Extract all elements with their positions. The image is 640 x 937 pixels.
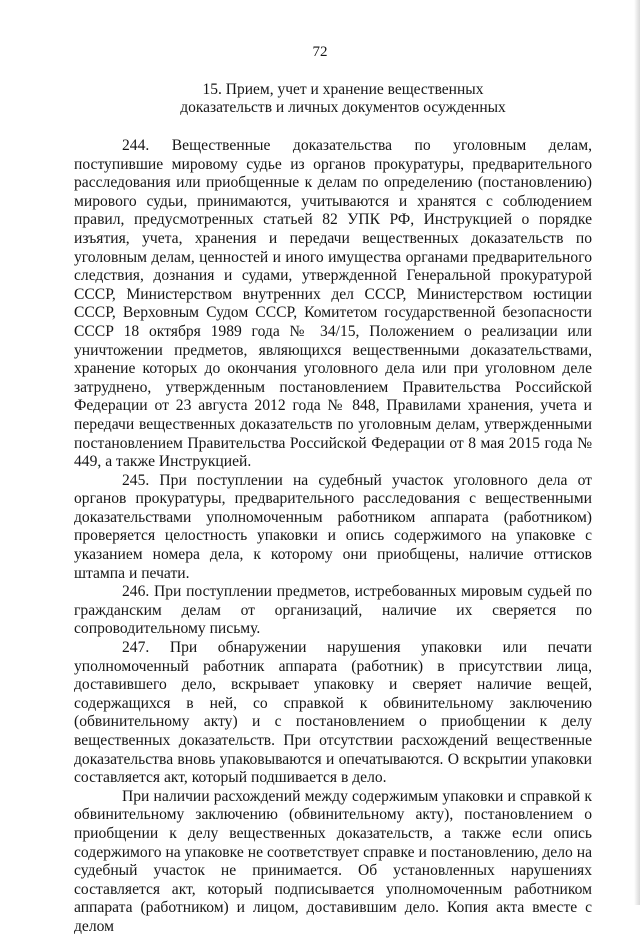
- paragraph-247: 247. При обнаружении нарушения упаковки или печати уполномоченный работник аппарата (работник) в присутствии лица, доставившего дело, вскрывает упаковку и сверяет наличие вещей, содержащихся в ней, со справкой к обвинительному заключению (обвинительному акту) и с постановлением о приобщении к делу вещественных доказательств. При отсутствии расхождений вещественные доказательства вновь упаковываются и опечатываются. О вскрытии упаковки составляется акт, который подшивается в дело.: [74, 639, 592, 787]
- page-number: 72: [312, 44, 328, 60]
- body-text: [74, 137, 592, 937]
- page-edge-shadow: [634, 0, 640, 905]
- section-title-line-1: 15. Прием, учет и хранение вещественных: [202, 81, 484, 98]
- paragraph-245: 245. При поступлении на судебный участок уголовного дела от органов прокуратуры, предварительного расследования с вещественными доказательствами уполномоченным работником аппарата (работником) проверяется целостность упаковки и опись содержимого на упаковке с указанием номера дела, к которому они приобщены, наличие оттисков штампа и печати.: [74, 471, 592, 582]
- section-title-line-2: доказательств и личных документов осужденных: [180, 99, 506, 116]
- section-title: [94, 81, 592, 117]
- paragraph-247-continued: При наличии расхождений между содержимым упаковки и справкой к обвинительному заключению (обвинительному акту), постановлением о приобщении к делу вещественных доказательств, а также если опись содержимого на упаковке не соответствует справке и постановлению, дело на судебный участок не принимается. Об установленных нарушениях составляется акт, который подписывается уполномоченным работником аппарата (работником) и лицом, доставившим дело. Копия акта вместе с делом: [74, 787, 592, 935]
- paragraph-244: 244. Вещественные доказательства по уголовным делам, поступившие мировому судье из органов прокуратуры, предварительного расследования или приобщенные к делам по определению (постановлению) мирового судьи, принимаются, учитываются и хранятся с соблюдением правил, предусмотренных статьей 82 УПК РФ, Инструкцией о порядке изъятия, учета, хранения и передачи вещественных доказательств по уголовным делам, ценностей и иного имущества органами предварительного следствия, дознания и судами, утвержденной Генеральной прокуратурой СССР, Министерством внутренних дел СССР, Министерством юстиции СССР, Верховным Судом СССР, Комитетом государственной безопасности СССР 18 октября 1989 года № 34/15, Положением о реализации или уничтожении предметов, являющихся вещественными доказательствами, хранение которых до окончания уголовного дела или при уголовном деле затруднено, утвержденным постановлением Правительства Российской Федерации от 23 августа 2012 года № 848, Правилами хранения, учета и передачи вещественных доказательств по уголовным делам, утвержденными постановлением Правительства Российской Федерации от 8 мая 2015 года № 449, а также Инструкцией.: [74, 137, 592, 471]
- paragraph-246: 246. При поступлении предметов, истребованных мировым судьей по гражданским делам от организаций, наличие их сверяется по сопроводительному письму.: [74, 583, 592, 638]
